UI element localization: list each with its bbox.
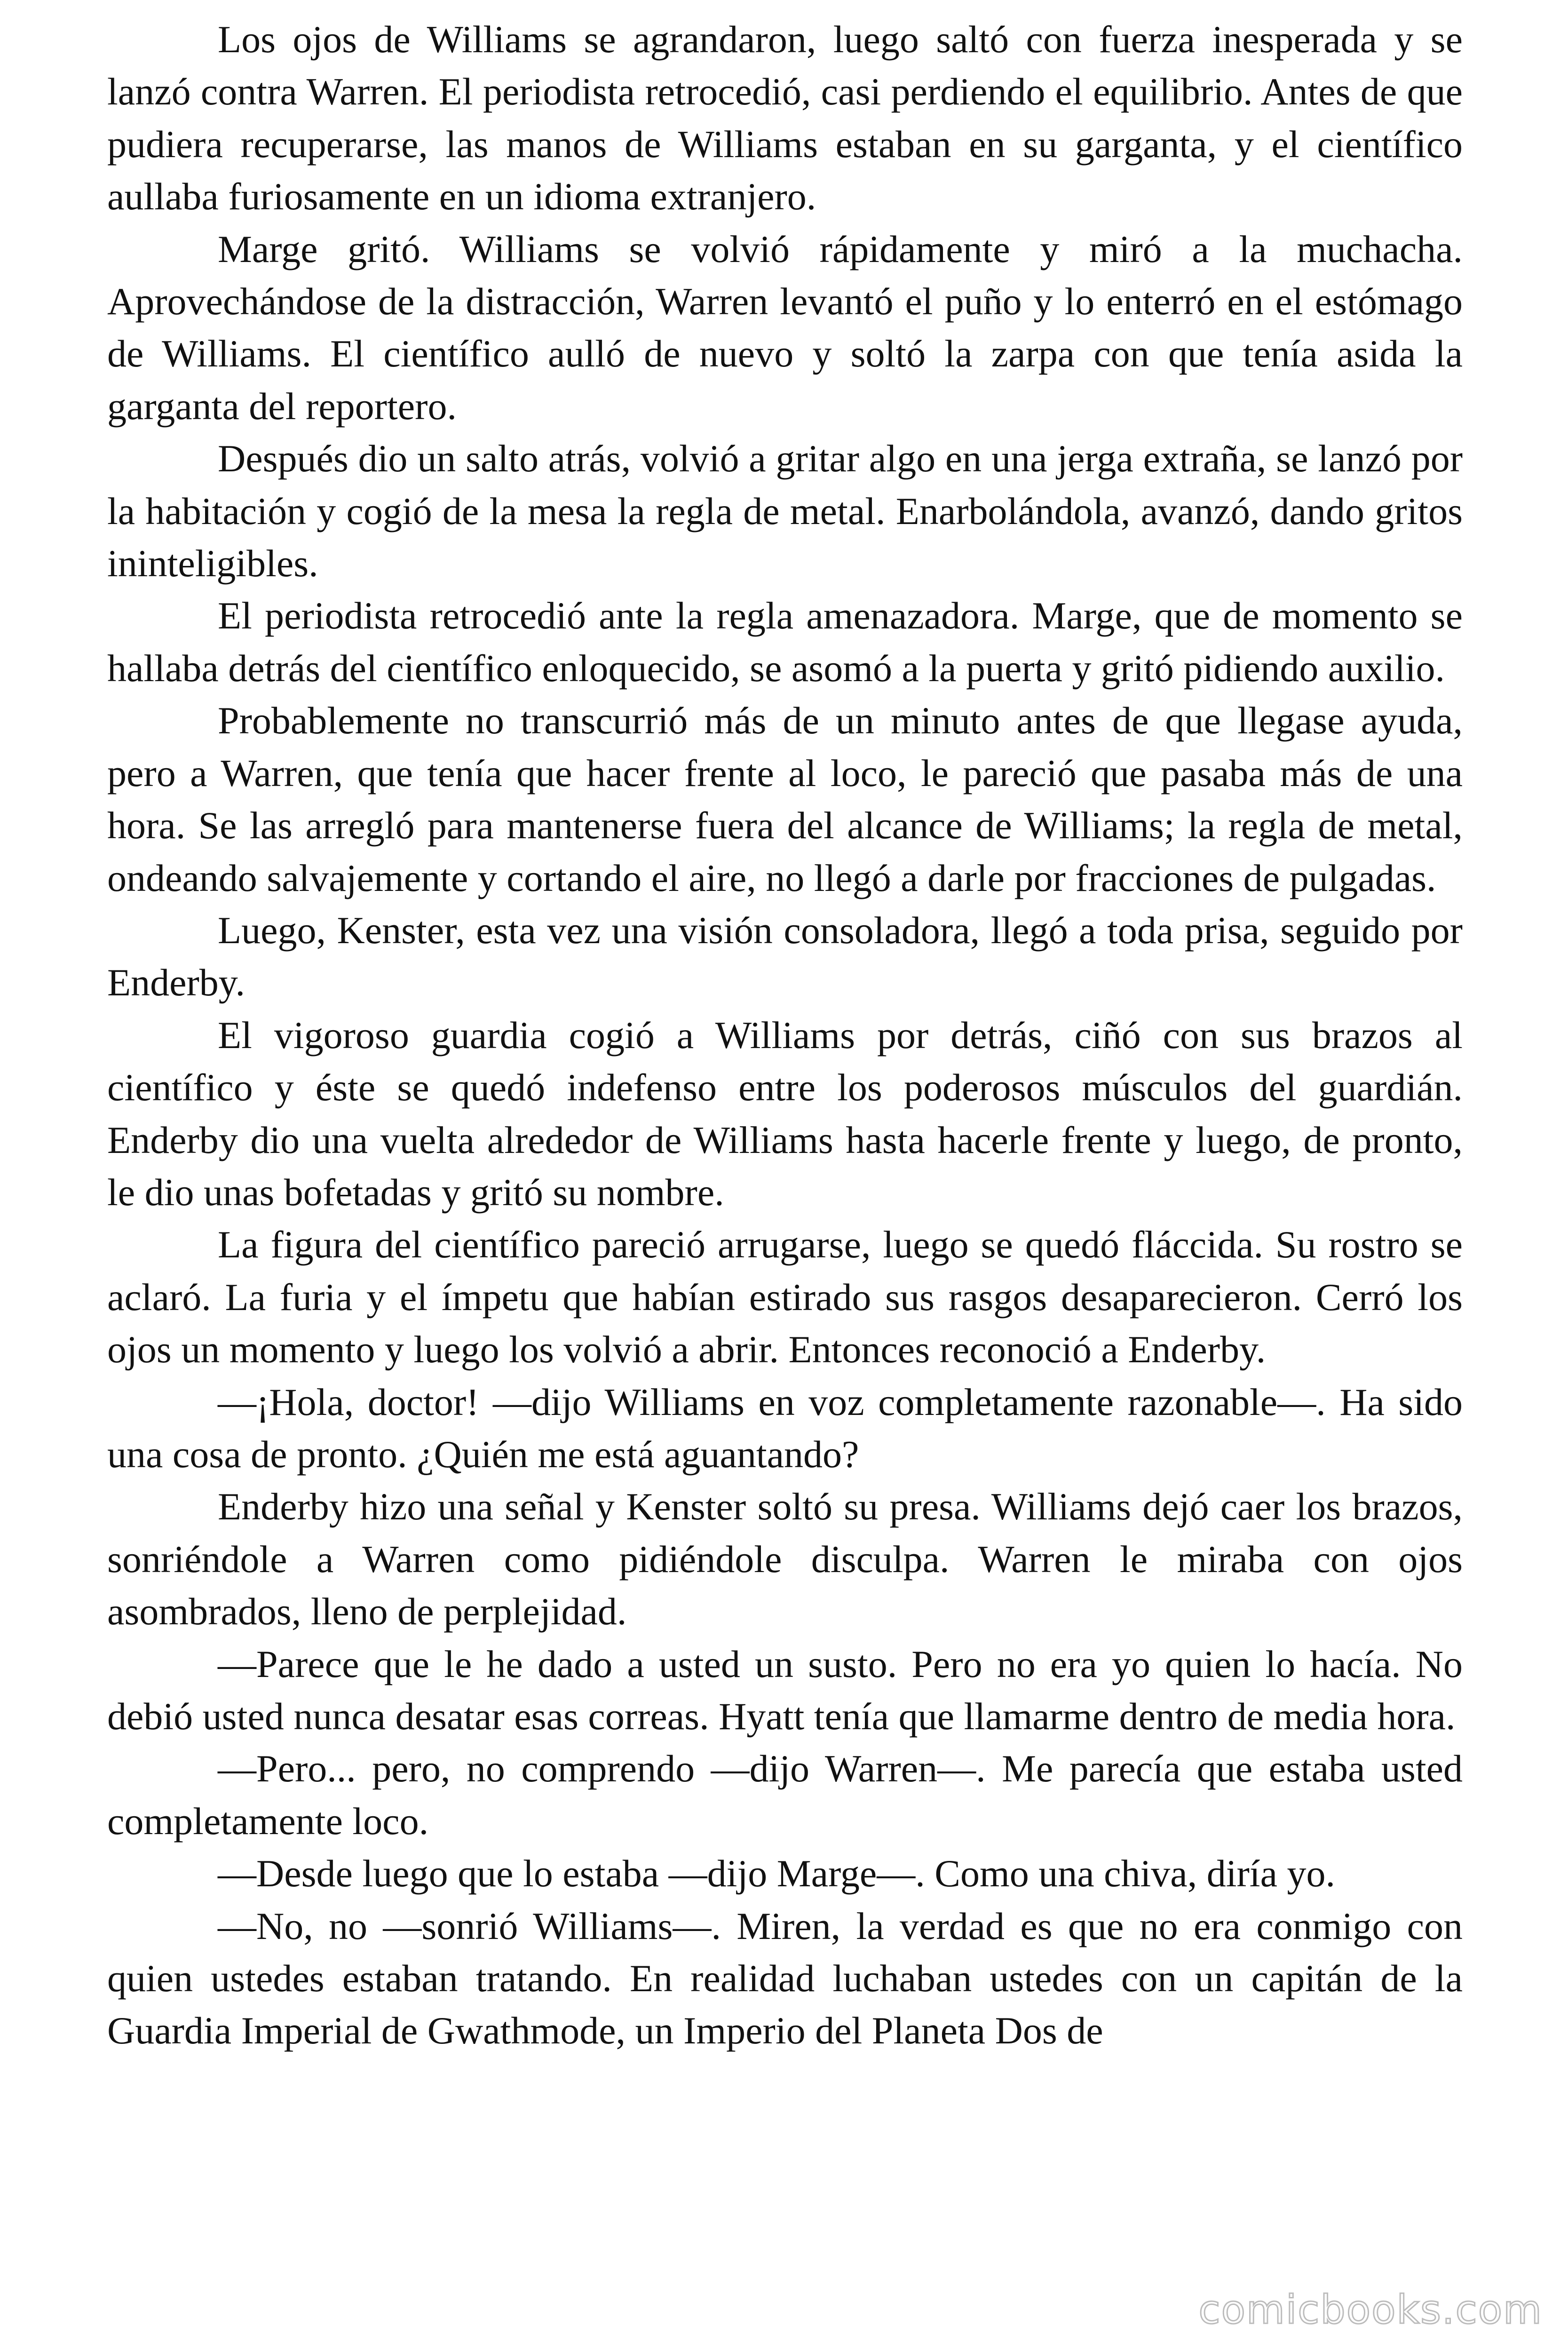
paragraph: Marge gritó. Williams se volvió rápidamente y miró a la muchacha. Aprovechándose de la distracción, Warren levantó el puño y lo enterró en el estómago de Williams. El científico aulló de nuevo y soltó la zarpa con que tenía asida la garganta del reportero. (107, 227, 1463, 428)
paragraph: Los ojos de Williams se agrandaron, luego saltó con fuerza inesperada y se lanzó contra Warren. El periodista retrocedió, casi perdiendo el equilibrio. Antes de que pudiera recuperarse, las manos de Williams estaban en su garganta, y el científico aullaba furiosamente en un idioma extranjero. (107, 18, 1463, 218)
paragraph: —¡Hola, doctor! —dijo Williams en voz completamente razonable—. Ha sido una cosa de pronto. ¿Quién me está aguantando? (107, 1380, 1463, 1476)
paragraph: El periodista retrocedió ante la regla amenazadora. Marge, que de momento se hallaba detrás del científico enloquecido, se asomó a la puerta y gritó pidiendo auxilio. (107, 594, 1463, 690)
paragraph: —Parece que le he dado a usted un susto. Pero no era yo quien lo hacía. No debió usted nunca desatar esas correas. Hyatt tenía que llamarme dentro de media hora. (107, 1642, 1463, 1738)
watermark: comicbooks.com (1198, 2287, 1543, 2333)
paragraph: Enderby hizo una señal y Kenster soltó su presa. Williams dejó caer los brazos, sonriéndole a Warren como pidiéndole disculpa. Warren le miraba con ojos asombrados, lleno de perplejidad. (107, 1485, 1463, 1633)
paragraph: —No, no —sonrió Williams—. Miren, la verdad es que no era conmigo con quien ustedes estaban tratando. En realidad luchaban ustedes con un capitán de la Guardia Imperial de Gwathmode, un Imperio del Planeta Dos de (107, 1904, 1463, 2052)
text-body (107, 13, 1463, 2057)
paragraph: La figura del científico pareció arrugarse, luego se quedó fláccida. Su rostro se aclaró. La furia y el ímpetu que habían estirado sus rasgos desaparecieron. Cerró los ojos un momento y luego los volvió a abrir. Entonces reconoció a Enderby. (107, 1223, 1463, 1371)
paragraph: Después dio un salto atrás, volvió a gritar algo en una jerga extraña, se lanzó por la habitación y cogió de la mesa la regla de metal. Enarbolándola, avanzó, dando gritos ininteligibles. (107, 437, 1463, 585)
paragraph: —Pero... pero, no comprendo —dijo Warren—. Me parecía que estaba usted completamente loco. (107, 1747, 1463, 1843)
paragraph: Luego, Kenster, esta vez una visión consoladora, llegó a toda prisa, seguido por Enderby. (107, 908, 1463, 1004)
paragraph: Probablemente no transcurrió más de un minuto antes de que llegase ayuda, pero a Warren, que tenía que hacer frente al loco, le pareció que pasaba más de una hora. Se las arregló para mantenerse fuera del alcance de Williams; la regla de metal, ondeando salvajemente y cortando el aire, no llegó a darle por fracciones de pulgadas. (107, 699, 1463, 899)
paragraph: El vigoroso guardia cogió a Williams por detrás, ciñó con sus brazos al científico y éste se quedó indefenso entre los poderosos músculos del guardián. Enderby dio una vuelta alrededor de Williams hasta hacerle frente y luego, de pronto, le dio unas bofetadas y gritó su nombre. (107, 1013, 1463, 1214)
paragraph: —Desde luego que lo estaba —dijo Marge—. Como una chiva, diría yo. (218, 1852, 1335, 1895)
